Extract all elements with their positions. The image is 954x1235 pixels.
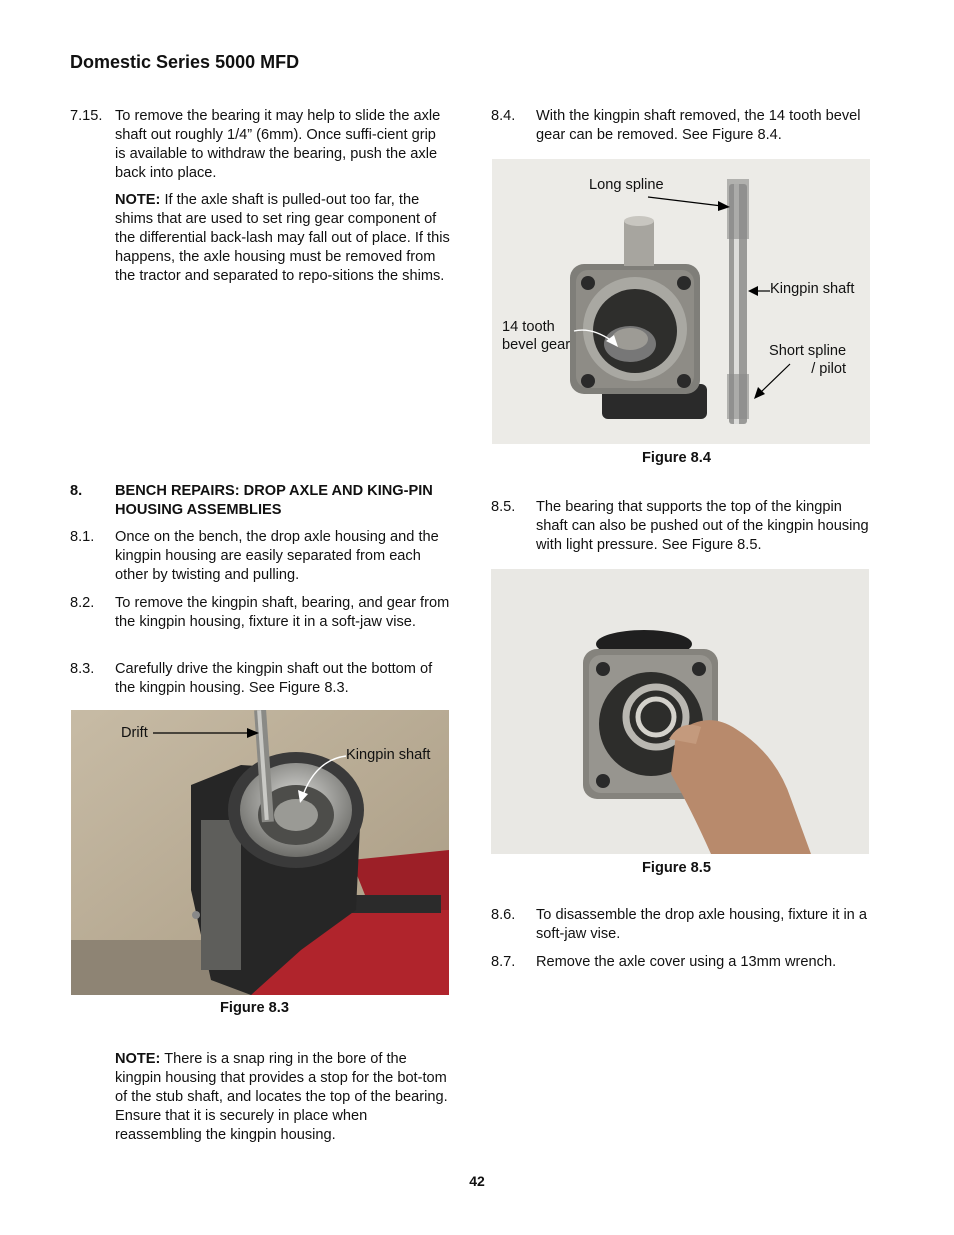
figure-8-3-photo (71, 710, 449, 995)
figure-8-4-photo (492, 159, 870, 444)
step-text: The bearing that supports the top of the kingpin shaft can also be pushed out of the kingpin housing with light pressure. See Figure 8.5. (536, 499, 869, 553)
page-title: Domestic Series 5000 MFD (70, 52, 300, 72)
step-number: 8.6. (491, 907, 516, 923)
label-kingpin-shaft: Kingpin shaft (346, 747, 431, 763)
label-long-spline: Long spline (589, 177, 664, 193)
figure-8-5-photo (491, 569, 869, 854)
bearing-removal-photo (491, 569, 869, 854)
step-number: 8.7. (491, 954, 516, 970)
note-label: NOTE: (115, 1051, 161, 1067)
label-drift: Drift (121, 725, 148, 741)
note-shims (115, 191, 450, 286)
step-text: To remove the kingpin shaft, bearing, and gear from the kingpin housing, fixture it in a soft-jaw vise. (115, 595, 450, 630)
label-kingpin-shaft: Kingpin shaft (770, 281, 855, 297)
step-text: Once on the bench, the drop axle housing and the kingpin housing are easily separated from each other by twisting and pulling. (115, 529, 439, 583)
note-snap-ring (115, 1050, 450, 1145)
step-number: 8.3. (70, 661, 95, 677)
section-number: 8. (70, 483, 83, 499)
figure-8-3-caption: Figure 8.3 (220, 1000, 289, 1016)
label-short-spline: Short spline / pilot (769, 343, 847, 377)
figure-8-5-caption: Figure 8.5 (642, 860, 711, 876)
step-text: Carefully drive the kingpin shaft out the bottom of the kingpin housing. See Figure 8.3. (115, 661, 433, 696)
step-number: 8.2. (70, 595, 95, 611)
figure-8-4-caption: Figure 8.4 (642, 450, 711, 466)
step-number: 7.15. (70, 108, 103, 124)
step-text: To remove the bearing it may help to slide the axle shaft out roughly 1/4” (6mm). Once suffi-cient grip is available to withdraw the bearing, push the axle back into place. (115, 108, 441, 181)
step-number: 8.1. (70, 529, 95, 545)
note-label: NOTE: (115, 192, 161, 208)
step-text: With the kingpin shaft removed, the 14 tooth bevel gear can be removed. See Figure 8.4. (536, 108, 861, 143)
section-title: BENCH REPAIRS: DROP AXLE AND KING-PIN HOUSING ASSEMBLIES (115, 483, 433, 518)
figure-8-3-arrows (71, 710, 449, 995)
step-number: 8.5. (491, 499, 516, 515)
figure-8-4-arrows (492, 159, 870, 444)
page-number: 42 (469, 1173, 485, 1189)
step-text: To disassemble the drop axle housing, fixture it in a soft-jaw vise. (536, 907, 867, 942)
label-bevel-gear: 14 tooth bevel gear (502, 319, 571, 353)
note-text: There is a snap ring in the bore of the kingpin housing that provides a stop for the bot-tom of the stub shaft, and locates the top of the bearing. Ensure that it is securely in place when reassembling the kingpin housing. (115, 1051, 448, 1143)
note-text: If the axle shaft is pulled-out too far, the shims that are used to set ring gear component of the differential back-lash may fall out of place. If this happens, the axle housing must be removed from the tractor and separated to repo-sitions the shims. (115, 192, 450, 284)
step-number: 8.4. (491, 108, 516, 124)
step-text: Remove the axle cover using a 13mm wrench. (536, 954, 837, 970)
